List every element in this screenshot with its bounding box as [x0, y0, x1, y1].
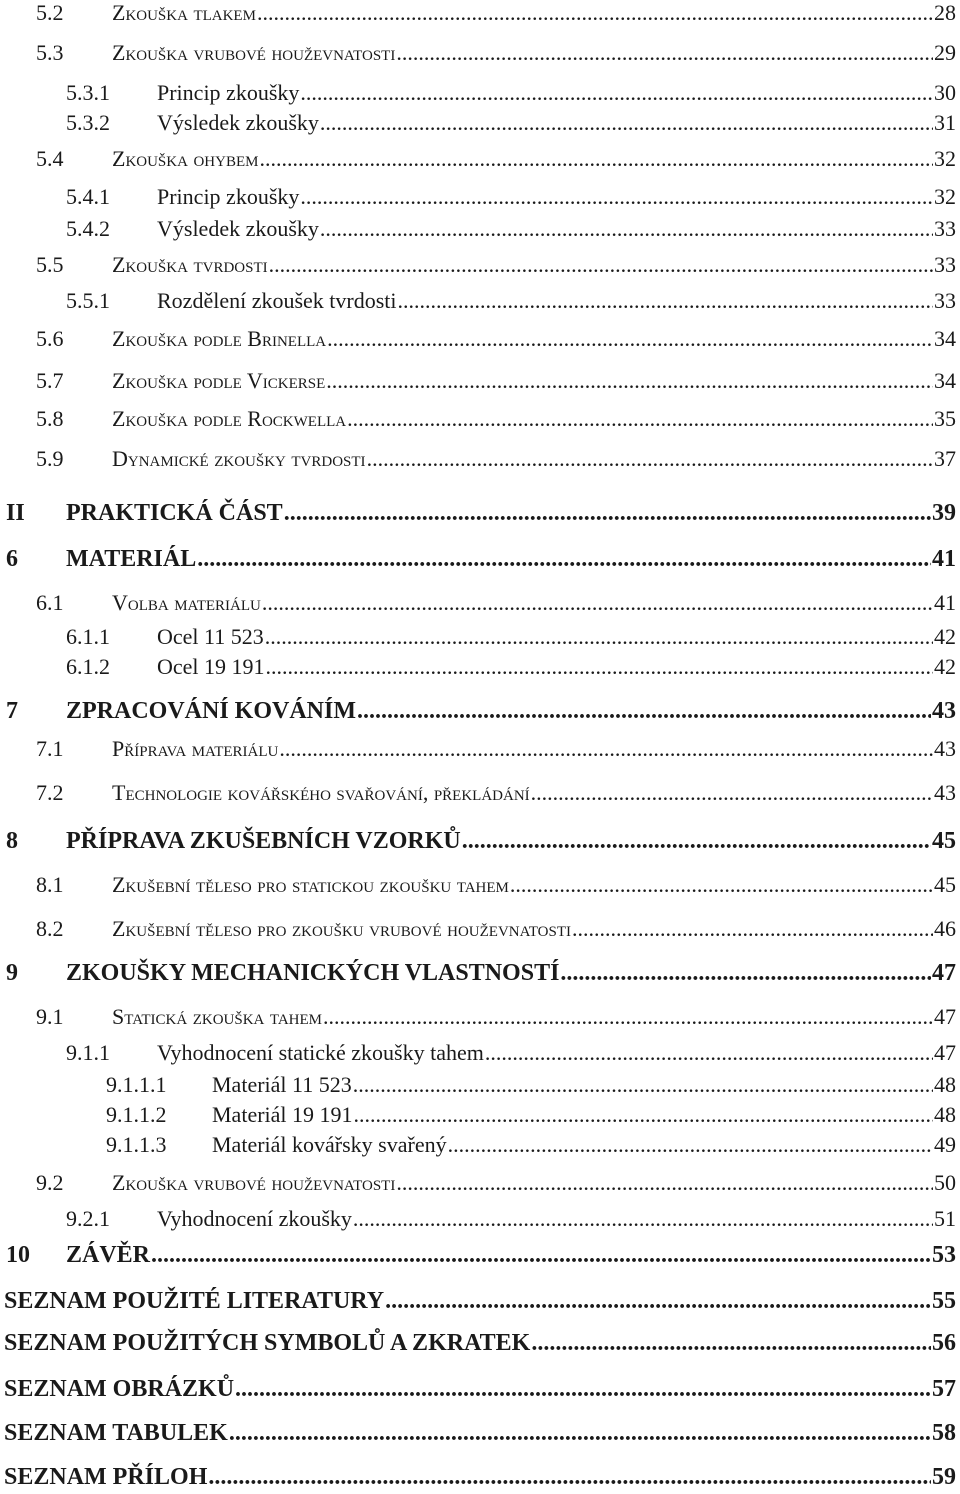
- toc-leader-dots: [320, 216, 933, 242]
- toc-entry-page: 33: [934, 288, 956, 313]
- toc-entry[interactable]: [0, 40, 956, 70]
- toc-leader-dots: [327, 326, 933, 352]
- toc-entry[interactable]: [0, 872, 956, 902]
- toc-entry-page: 47: [932, 960, 956, 986]
- toc-entry[interactable]: [0, 184, 956, 214]
- toc-entry[interactable]: [0, 546, 956, 576]
- toc-entry-title: Zkouška vrubové houževnatosti: [112, 40, 396, 65]
- toc-entry-title: Zkušební těleso pro zkoušku vrubové houževnatosti: [112, 916, 571, 941]
- toc-entry[interactable]: [0, 1040, 956, 1070]
- toc-leader-dots: [197, 546, 931, 573]
- toc-entry-page: 33: [934, 252, 956, 277]
- toc-entry-page: 30: [934, 80, 956, 105]
- toc-entry[interactable]: [0, 1288, 956, 1318]
- toc-leader-dots: [259, 146, 933, 172]
- toc-entry-page: 45: [932, 828, 956, 854]
- toc-entry-number: 8: [6, 828, 18, 854]
- toc-entry-title: PŘÍPRAVA ZKUŠEBNÍCH VZORKŮ: [66, 828, 461, 854]
- toc-entry-number: 5.4.2: [66, 216, 110, 241]
- toc-entry-title: Materiál 11 523: [212, 1072, 352, 1097]
- toc-entry-number: 6.1: [36, 590, 64, 615]
- toc-entry-number: 7.2: [36, 780, 64, 805]
- toc-leader-dots: [229, 1420, 931, 1447]
- toc-entry[interactable]: [0, 1420, 956, 1450]
- toc-leader-dots: [266, 654, 933, 680]
- toc-entry-number: 5.3: [36, 40, 64, 65]
- toc-entry-title: Dynamické zkoušky tvrdosti: [112, 446, 366, 471]
- toc-entry-number: 9: [6, 960, 18, 986]
- toc-entry-title: Výsledek zkoušky: [157, 216, 319, 241]
- toc-entry-number: 7.1: [36, 736, 64, 761]
- toc-entry-page: 48: [934, 1102, 956, 1127]
- toc-entry-page: 46: [934, 916, 956, 941]
- toc-entry[interactable]: [0, 1072, 956, 1102]
- toc-entry-title: Ocel 19 191: [157, 654, 265, 679]
- toc-entry-title: MATERIÁL: [66, 546, 197, 572]
- toc-entry-page: 33: [934, 216, 956, 241]
- toc-entry-title: ZKOUŠKY MECHANICKÝCH VLASTNOSTÍ: [66, 960, 560, 986]
- toc-entry-title: Zkouška ohybem: [112, 146, 259, 171]
- toc-entry[interactable]: [0, 828, 956, 858]
- toc-entry[interactable]: [0, 1376, 956, 1406]
- toc-entry-page: 34: [934, 326, 956, 351]
- toc-leader-dots: [531, 780, 933, 806]
- toc-entry[interactable]: [0, 216, 956, 246]
- toc-entry-number: 5.9: [36, 446, 64, 471]
- toc-entry[interactable]: [0, 288, 956, 318]
- toc-entry-page: 32: [934, 184, 956, 209]
- toc-entry-title: SEZNAM PŘÍLOH: [4, 1464, 208, 1490]
- toc-entry-title: Materiál kovářsky svařený: [212, 1132, 447, 1157]
- toc-entry[interactable]: [0, 406, 956, 436]
- toc-entry-title: ZÁVĚR: [66, 1242, 151, 1268]
- toc-entry-number: 9.1: [36, 1004, 64, 1029]
- toc-entry[interactable]: [0, 736, 956, 766]
- toc-entry-page: 43: [934, 736, 956, 761]
- toc-entry-number: 7: [6, 698, 18, 724]
- toc-entry-title: Materiál 19 191: [212, 1102, 353, 1127]
- toc-entry-title: Ocel 11 523: [157, 624, 264, 649]
- toc-entry-page: 49: [934, 1132, 956, 1157]
- toc-leader-dots: [353, 1072, 933, 1098]
- toc-entry-page: 35: [934, 406, 956, 431]
- toc-entry[interactable]: [0, 960, 956, 990]
- toc-entry-title: Vyhodnocení zkoušky: [157, 1206, 352, 1231]
- toc-entry-number: 5.3.1: [66, 80, 110, 105]
- toc-entry-page: 53: [932, 1242, 956, 1268]
- toc-entry-number: 9.1.1: [66, 1040, 110, 1065]
- toc-entry[interactable]: [0, 698, 956, 728]
- toc-entry-number: 5.3.2: [66, 110, 110, 135]
- toc-leader-dots: [396, 40, 933, 66]
- toc-entry-page: 42: [934, 624, 956, 649]
- toc-leader-dots: [300, 80, 933, 106]
- toc-leader-dots: [269, 252, 933, 278]
- toc-leader-dots: [367, 446, 933, 472]
- toc-entry[interactable]: [0, 1170, 956, 1200]
- toc-leader-dots: [284, 500, 931, 527]
- toc-entry-number: 5.5: [36, 252, 64, 277]
- toc-leader-dots: [572, 916, 933, 942]
- toc-leader-dots: [448, 1132, 933, 1158]
- toc-entry-number: 5.4: [36, 146, 64, 171]
- toc-leader-dots: [354, 1102, 933, 1128]
- toc-leader-dots: [353, 1206, 933, 1232]
- toc-entry[interactable]: [0, 146, 956, 176]
- toc-entry-page: 47: [934, 1040, 956, 1065]
- toc-entry-title: Volba materiálu: [112, 590, 261, 615]
- toc-entry[interactable]: [0, 110, 956, 140]
- toc-leader-dots: [531, 1330, 931, 1357]
- toc-leader-dots: [151, 1242, 931, 1269]
- toc-entry-page: 28: [934, 0, 956, 25]
- toc-entry-page: 55: [932, 1288, 956, 1314]
- toc-entry-page: 56: [932, 1330, 956, 1356]
- toc-entry-page: 41: [934, 590, 956, 615]
- toc-entry-number: 8.2: [36, 916, 64, 941]
- toc-entry[interactable]: [0, 590, 956, 620]
- toc-entry-number: 8.1: [36, 872, 64, 897]
- toc-entry[interactable]: [0, 916, 956, 946]
- toc-entry-page: 48: [934, 1072, 956, 1097]
- toc-leader-dots: [398, 288, 933, 314]
- toc-entry-page: 37: [934, 446, 956, 471]
- toc-leader-dots: [235, 1376, 931, 1403]
- toc-entry[interactable]: [0, 326, 956, 356]
- toc-entry-page: 43: [932, 698, 956, 724]
- toc-entry-title: Zkouška podle Rockwella: [112, 406, 347, 431]
- toc-leader-dots: [208, 1464, 931, 1491]
- toc-entry[interactable]: [0, 1330, 956, 1360]
- toc-entry[interactable]: [0, 1132, 956, 1162]
- toc-leader-dots: [510, 872, 933, 898]
- toc-entry-page: 42: [934, 654, 956, 679]
- toc-entry-title: Princip zkoušky: [157, 184, 300, 209]
- toc-leader-dots: [560, 960, 931, 987]
- toc-entry[interactable]: [0, 1242, 956, 1272]
- toc-leader-dots: [326, 368, 933, 394]
- toc-entry-title: PRAKTICKÁ ČÁST: [66, 500, 283, 526]
- toc-entry[interactable]: [0, 1206, 956, 1236]
- toc-entry[interactable]: [0, 252, 956, 282]
- toc-entry-page: 29: [934, 40, 956, 65]
- toc-entry-page: 51: [934, 1206, 956, 1231]
- toc-entry-title: Princip zkoušky: [157, 80, 300, 105]
- toc-entry-title: Příprava materiálu: [112, 736, 279, 761]
- toc-entry-title: Zkouška podle Brinella: [112, 326, 327, 351]
- toc-entry-number: 9.1.1.1: [106, 1072, 167, 1097]
- toc-leader-dots: [262, 590, 933, 616]
- toc-entry-number: 5.6: [36, 326, 64, 351]
- toc-entry[interactable]: [0, 0, 956, 30]
- toc-leader-dots: [396, 1170, 933, 1196]
- toc-entry[interactable]: [0, 500, 956, 530]
- toc-entry-page: 47: [934, 1004, 956, 1029]
- toc-entry-page: 34: [934, 368, 956, 393]
- toc-entry-title: Zkouška podle Vickerse: [112, 368, 326, 393]
- toc-entry-number: 5.7: [36, 368, 64, 393]
- toc-leader-dots: [279, 736, 933, 762]
- toc-entry-title: Vyhodnocení statické zkoušky tahem: [157, 1040, 484, 1065]
- toc-entry-page: 41: [932, 546, 956, 572]
- toc-entry-title: Statická zkouška tahem: [112, 1004, 322, 1029]
- toc-entry[interactable]: [0, 1102, 956, 1132]
- toc-entry[interactable]: [0, 1004, 956, 1034]
- toc-entry[interactable]: [0, 368, 956, 398]
- toc-entry-page: 59: [932, 1464, 956, 1490]
- toc-entry[interactable]: [0, 780, 956, 810]
- toc-leader-dots: [320, 110, 933, 136]
- toc-leader-dots: [265, 624, 933, 650]
- toc-leader-dots: [347, 406, 933, 432]
- toc-leader-dots: [357, 698, 931, 725]
- toc-entry-number: 9.1.1.2: [106, 1102, 167, 1127]
- toc-entry-title: Zkouška tlakem: [112, 0, 256, 25]
- toc-entry-number: 5.8: [36, 406, 64, 431]
- toc-leader-dots: [485, 1040, 933, 1066]
- toc-entry-number: 9.2.1: [66, 1206, 110, 1231]
- toc-entry-page: 58: [932, 1420, 956, 1446]
- toc-entry-title: Rozdělení zkoušek tvrdosti: [157, 288, 397, 313]
- toc-entry-title: Zkouška tvrdosti: [112, 252, 268, 277]
- toc-entry[interactable]: [0, 80, 956, 110]
- toc-entry-title: SEZNAM TABULEK: [4, 1420, 228, 1446]
- toc-entry-page: 45: [934, 872, 956, 897]
- toc-entry-title: Výsledek zkoušky: [157, 110, 319, 135]
- toc-entry-page: 39: [932, 500, 956, 526]
- toc-entry-title: SEZNAM POUŽITÉ LITERATURY: [4, 1288, 385, 1314]
- toc-entry-title: SEZNAM POUŽITÝCH SYMBOLŮ A ZKRATEK: [4, 1330, 531, 1356]
- toc-entry-page: 50: [934, 1170, 956, 1195]
- toc-entry[interactable]: [0, 446, 956, 476]
- toc-leader-dots: [462, 828, 931, 855]
- toc-entry-page: 43: [934, 780, 956, 805]
- toc-entry-number: 5.2: [36, 0, 64, 25]
- toc-entry-number: 6: [6, 546, 18, 572]
- toc-entry-number: 9.1.1.3: [106, 1132, 167, 1157]
- toc-entry-number: II: [6, 500, 25, 526]
- toc-leader-dots: [323, 1004, 933, 1030]
- toc-leader-dots: [300, 184, 933, 210]
- toc-entry-title: Technologie kovářského svařování, překládání: [112, 780, 530, 805]
- toc-entry-page: 57: [932, 1376, 956, 1402]
- toc-entry-number: 6.1.2: [66, 654, 110, 679]
- toc-entry-page: 31: [934, 110, 956, 135]
- toc-entry-number: 5.5.1: [66, 288, 110, 313]
- toc-entry[interactable]: [0, 624, 956, 654]
- toc-entry-number: 5.4.1: [66, 184, 110, 209]
- toc-leader-dots: [385, 1288, 931, 1315]
- toc-entry-number: 10: [6, 1242, 30, 1268]
- toc-entry-title: Zkušební těleso pro statickou zkoušku tahem: [112, 872, 509, 897]
- toc-entry[interactable]: [0, 654, 956, 684]
- toc-entry-title: ZPRACOVÁNÍ KOVÁNÍM: [66, 698, 356, 724]
- toc-entry-page: 32: [934, 146, 956, 171]
- toc-entry-title: Zkouška vrubové houževnatosti: [112, 1170, 396, 1195]
- toc-entry-title: SEZNAM OBRÁZKŮ: [4, 1376, 235, 1402]
- toc-leader-dots: [257, 0, 933, 26]
- toc-entry-number: 6.1.1: [66, 624, 110, 649]
- toc-entry-number: 9.2: [36, 1170, 64, 1195]
